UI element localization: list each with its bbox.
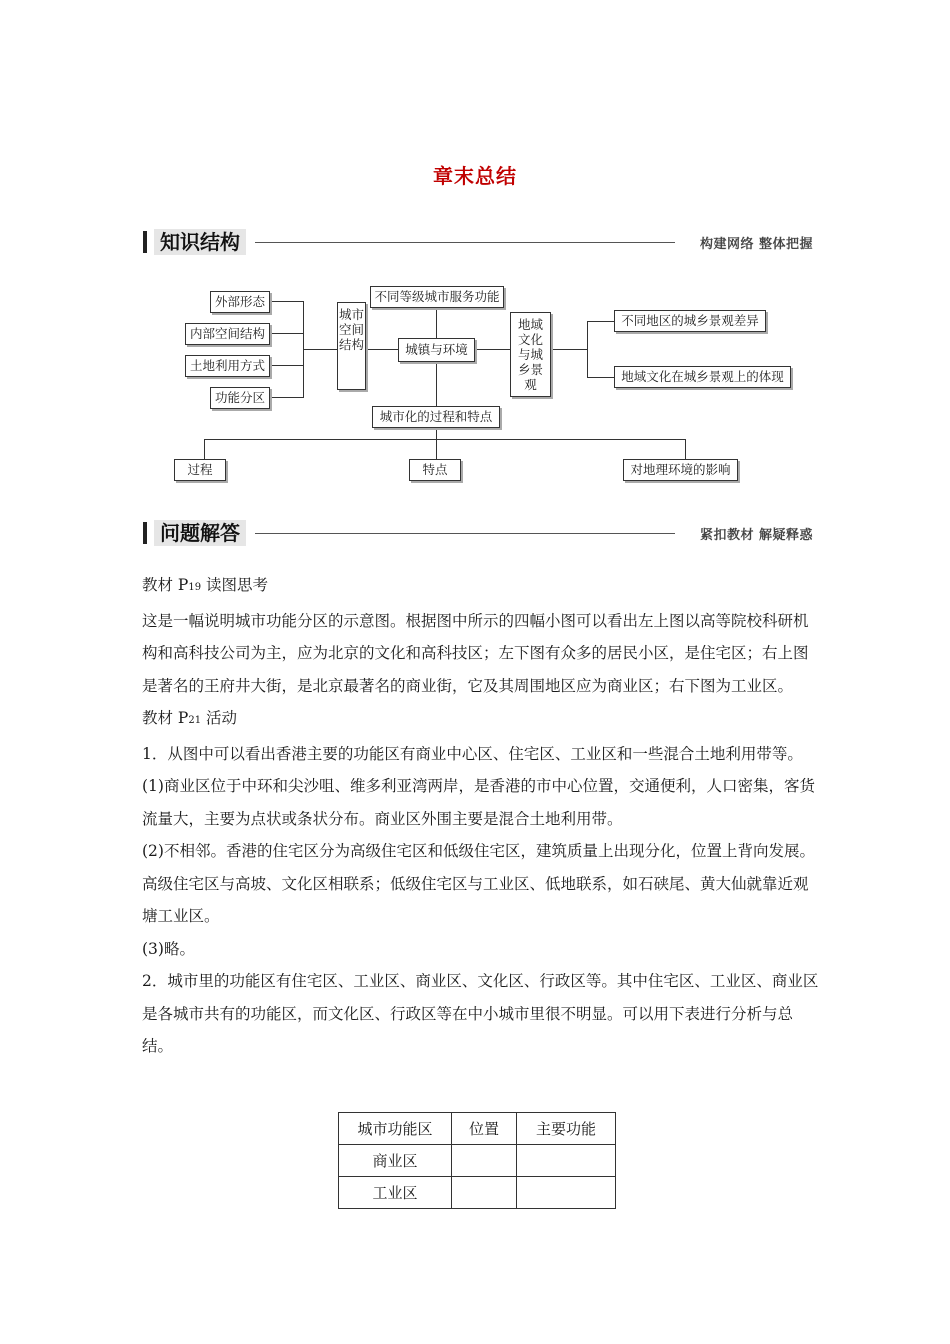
- table-cell: [452, 1177, 517, 1209]
- node-city-spatial-structure: 城市空间结构: [337, 302, 366, 390]
- connector-line: [366, 349, 398, 350]
- ref-prefix: 教材 P: [142, 576, 189, 594]
- node-towns-environment: 城镇与环境: [398, 338, 475, 362]
- connector-line: [436, 439, 437, 459]
- node-external-form: 外部形态: [210, 291, 270, 313]
- connector-line: [204, 439, 205, 459]
- ref-page: 19: [188, 582, 202, 593]
- table-cell: [517, 1145, 616, 1177]
- section-bar: [143, 522, 147, 544]
- connector-line: [436, 427, 437, 439]
- answer-content: [142, 569, 822, 1063]
- node-landscape-differences: 不同地区的城乡景观差异: [614, 310, 766, 332]
- connector-line: [270, 397, 303, 398]
- connector-line: [436, 361, 437, 406]
- section-name: 问题解答: [154, 520, 246, 546]
- node-regional-culture: 地域文化与城乡景观: [510, 312, 551, 397]
- textbook-reference: [142, 702, 822, 738]
- table-cell: 工业区: [339, 1177, 452, 1209]
- table-header: 城市功能区: [339, 1113, 452, 1145]
- table-row: [339, 1145, 616, 1177]
- paragraph: (1)商业区位于中环和尖沙咀、维多利亚湾两岸，是香港的市中心位置，交通便利，人口密集，客货流量大，主要为点状或条状分布。商业区外围主要是混合土地利用带。: [142, 777, 815, 828]
- section-rule: [255, 242, 675, 243]
- section-rule: [255, 533, 675, 534]
- table-header-row: [339, 1113, 616, 1145]
- node-culture-in-landscape: 地域文化在城乡景观上的体现: [614, 366, 791, 388]
- table-cell: 商业区: [339, 1145, 452, 1177]
- node-process: 过程: [174, 459, 226, 481]
- connector-line: [587, 377, 614, 378]
- connector-line: [303, 349, 337, 350]
- connector-line: [270, 333, 303, 334]
- connector-line: [270, 365, 303, 366]
- connector-line: [587, 321, 614, 322]
- table-cell: [452, 1145, 517, 1177]
- ref-suffix: 读图思考: [201, 576, 269, 594]
- node-functional-zones: 功能分区: [210, 387, 270, 409]
- paragraph: 2．城市里的功能区有住宅区、工业区、商业区、文化区、行政区等。其中住宅区、工业区、商业区是各城市共有的功能区，而文化区、行政区等在中小城市里很不明显。可以用下表进行分析与总结。: [142, 972, 819, 1055]
- paragraph: 1．从图中可以看出香港主要的功能区有商业中心区、住宅区、工业区和一些混合土地利用带等。: [142, 744, 803, 763]
- section-subtitle: 构建网络 整体把握: [699, 237, 813, 252]
- table-header: 位置: [452, 1113, 517, 1145]
- connector-line: [587, 321, 588, 378]
- connector-line: [204, 439, 686, 440]
- section-name: 知识结构: [154, 229, 246, 255]
- connector-line: [270, 301, 303, 302]
- paragraph: 这是一幅说明城市功能分区的示意图。根据图中所示的四幅小图可以看出左上图以高等院校科研机构和高科技公司为主，应为北京的文化和高科技区；左下图有众多的居民小区，是住宅区；右上图是著名的王府井大街，是北京最著名的商业街，它及其周围地区应为商业区；右下图为工业区。: [142, 611, 809, 695]
- node-urbanization: 城市化的过程和特点: [372, 406, 500, 428]
- node-features: 特点: [409, 459, 461, 481]
- section-subtitle: 紧扣教材 解疑释惑: [699, 528, 813, 543]
- table-cell: [517, 1177, 616, 1209]
- table-row: [339, 1177, 616, 1209]
- analysis-table: [338, 1112, 616, 1209]
- ref-page: 21: [188, 715, 202, 726]
- node-environmental-impact: 对地理环境的影响: [623, 459, 738, 481]
- section-bar: [143, 231, 147, 253]
- section-header-qa: [143, 520, 813, 546]
- node-land-use: 土地利用方式: [185, 355, 270, 377]
- node-service-functions: 不同等级城市服务功能: [370, 286, 504, 308]
- textbook-reference: [142, 569, 822, 605]
- table-header: 主要功能: [517, 1113, 616, 1145]
- connector-line: [551, 349, 587, 350]
- ref-prefix: 教材 P: [142, 709, 189, 727]
- node-internal-structure: 内部空间结构: [185, 323, 270, 345]
- paragraph: (2)不相邻。香港的住宅区分为高级住宅区和低级住宅区，建筑质量上出现分化，位置上背向发展。高级住宅区与高坡、文化区相联系；低级住宅区与工业区、低地联系，如石硖尾、黄大仙就靠近观塘工业区。: [142, 842, 815, 925]
- ref-suffix: 活动: [201, 709, 238, 727]
- paragraph: (3)略。: [142, 939, 195, 958]
- connector-line: [475, 349, 510, 350]
- connector-line: [685, 439, 686, 459]
- section-header-knowledge: [143, 229, 813, 255]
- page-title: 章末总结: [433, 164, 517, 188]
- connector-line: [436, 307, 437, 338]
